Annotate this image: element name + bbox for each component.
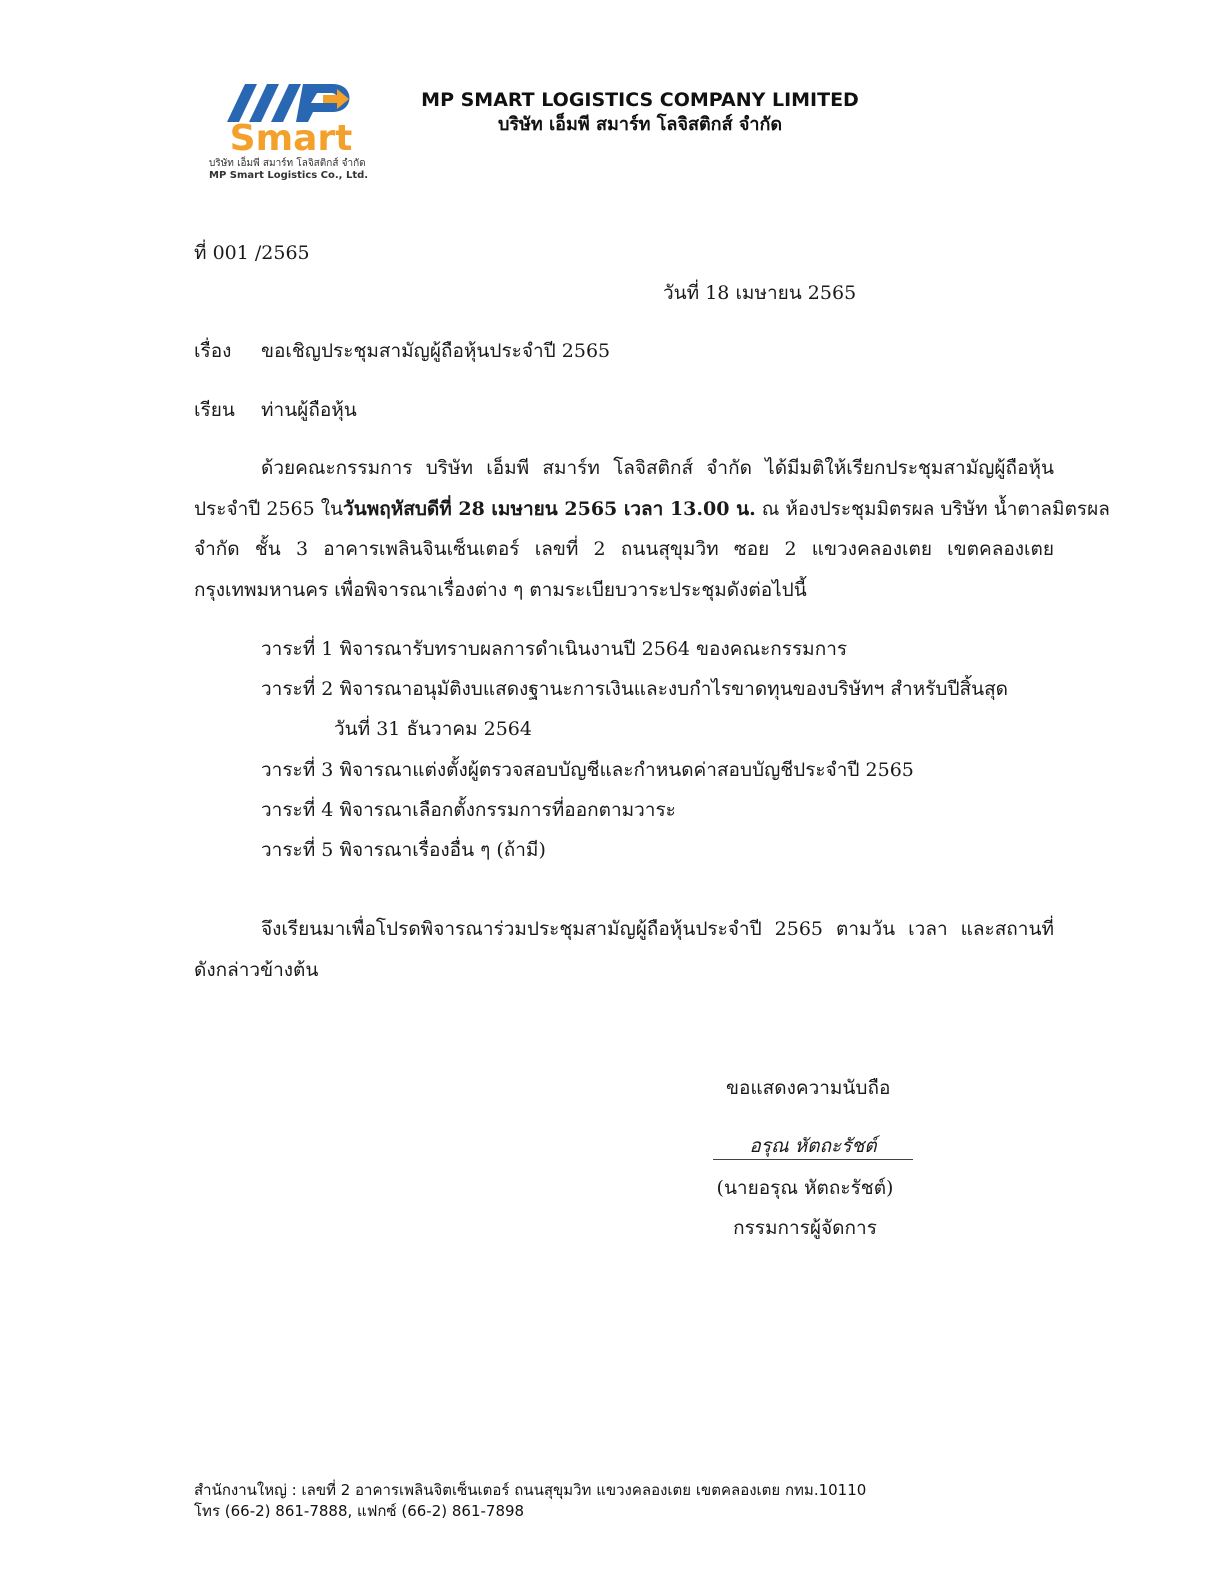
body-paragraph xyxy=(194,448,1110,610)
body-text: ประจำปี 2565 ใน xyxy=(194,497,344,520)
closing-line: ดังกล่าวข้างต้น xyxy=(194,958,319,981)
signatory-name: (นายอรุณ หัตถะรัชต์) xyxy=(716,1177,894,1199)
company-name-th: บริษัท เอ็มพี สมาร์ท โลจิสติกส์ จำกัด xyxy=(497,114,783,135)
body-line: กรุงเทพมหานคร เพื่อพิจารณาเรื่องต่าง ๆ ตามระเบียบวาระประชุมดังต่อไปนี้ xyxy=(194,578,807,601)
closing-paragraph xyxy=(194,909,1054,990)
meeting-datetime: วันพฤหัสบดีที่ 28 เมษายน 2565 เวลา 13.00 น. xyxy=(343,497,756,520)
company-logo xyxy=(205,78,380,186)
agenda-item-1: วาระที่ 1 พิจารณารับทราบผลการดำเนินงานปี 2564 ของคณะกรรมการ xyxy=(261,638,848,660)
letterhead-title xyxy=(400,88,880,138)
page-footer xyxy=(194,1480,866,1522)
body-line: ด้วยคณะกรรมการ บริษัท เอ็มพี สมาร์ท โลจิสติกส์ จำกัด ได้มีมติให้เรียกประชุมสามัญผู้ถือหุ้น xyxy=(261,457,1054,479)
logo-caption-en: MP Smart Logistics Co., Ltd. xyxy=(209,170,369,181)
logo-wordmark: Smart xyxy=(229,118,353,156)
agenda-item-2-continued: วันที่ 31 ธันวาคม 2564 xyxy=(334,718,532,740)
body-line: จำกัด ชั้น 3 อาคารเพลินจินเซ็นเตอร์ เลขที่ 2 ถนนสุขุมวิท ซอย 2 แขวงคลองเตย เขตคลองเตย xyxy=(194,538,1054,560)
reference-number: ที่ 001 /2565 xyxy=(194,242,310,264)
agenda-item-2: วาระที่ 2 พิจารณาอนุมัติงบแสดงฐานะการเงินและงบกำไรขาดทุนของบริษัทฯ สำหรับปีสิ้นสุด xyxy=(261,678,1009,700)
signatory-position: กรรมการผู้จัดการ xyxy=(733,1217,877,1239)
footer-contact: โทร (66-2) 861-7888, แฟกซ์ (66-2) 861-7898 xyxy=(194,1502,525,1520)
mp-smart-logo-icon xyxy=(205,78,380,156)
agenda-item-4: วาระที่ 4 พิจารณาเลือกตั้งกรรมการที่ออกตามวาระ xyxy=(261,799,676,821)
recipient-text: ท่านผู้ถือหุ้น xyxy=(261,399,357,421)
footer-address: สำนักงานใหญ่ : เลขที่ 2 อาคารเพลินจิตเซ็นเตอร์ ถนนสุขุมวิท แขวงคลองเตย เขตคลองเตย กทม.10110 xyxy=(194,1481,867,1499)
agenda-item-3: วาระที่ 3 พิจารณาแต่งตั้งผู้ตรวจสอบบัญชีและกำหนดค่าสอบบัญชีประจำปี 2565 xyxy=(261,759,914,781)
subject-text: ขอเชิญประชุมสามัญผู้ถือหุ้นประจำปี 2565 xyxy=(261,340,611,362)
subject-label: เรื่อง xyxy=(194,340,232,362)
letter-date: วันที่ 18 เมษายน 2565 xyxy=(663,282,857,304)
closing-regards: ขอแสดงความนับถือ xyxy=(726,1077,891,1099)
recipient-label: เรียน xyxy=(194,399,235,421)
logo-caption-th: บริษัท เอ็มพี สมาร์ท โลจิสติกส์ จำกัด xyxy=(209,158,366,169)
body-text: ณ ห้องประชุมมิตรผล บริษัท น้ำตาลมิตรผล xyxy=(755,497,1110,520)
agenda-item-5: วาระที่ 5 พิจารณาเรื่องอื่น ๆ (ถ้ามี) xyxy=(261,839,546,861)
signature: อรุณ หัตถะรัชต์ xyxy=(713,1133,913,1160)
closing-line: จึงเรียนมาเพื่อโปรดพิจารณาร่วมประชุมสามัญผู้ถือหุ้นประจำปี 2565 ตามวัน เวลา และสถานที่ xyxy=(261,918,1054,940)
body-line xyxy=(194,489,1110,530)
company-name-en: MP SMART LOGISTICS COMPANY LIMITED xyxy=(421,89,859,111)
